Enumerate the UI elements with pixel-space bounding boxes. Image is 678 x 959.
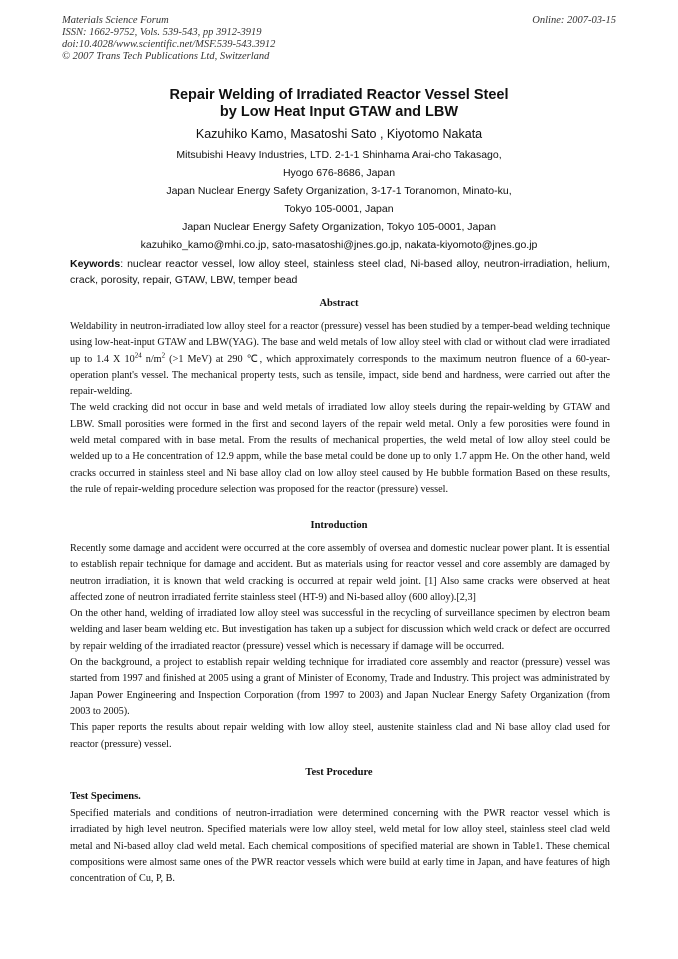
introduction-paragraph-3: On the background, a project to establish repair welding technique for irradiated core assembly and reactor (pressure) vessel was started from 1997 and finished at 2005 using a grant of Minister of Economy, Trade and Industry. This project was administrated by Japan Power Engineering and Inspection Corporation (from 1997 to 2003) and Japan Nuclear Energy Safety Organization (from 2003 to 2005). (70, 657, 610, 717)
abstract-text: (>1 MeV) at 290 ℃, which approximately corresponds to the maximum neutron fluence of a 60-year-operation plant's vessel. The mechanical property tests, such as tensile, impact, side bend and hardness, were carried out after the repair-welding. (70, 353, 611, 398)
test-specimens-subheading: Test Specimens. (70, 791, 141, 802)
abstract-text: Weldability in neutron-irradiated low alloy steel for a reactor (pressure) vessel has been studied by a temper-bead welding technique using low-heat-input GTAW and LBW(YAG). The base and weld metals of low alloy steel with clad or without clad were irradiated up to 1.4 X 10 (70, 321, 610, 365)
author-list: Kazuhiko Kamo, Masatoshi Sato , Kiyotomo Nakata (195, 127, 483, 141)
journal-copyright: © 2007 Trans Tech Publications Ltd, Switzerland (62, 51, 270, 62)
introduction-paragraph-1: Recently some damage and accident were occurred at the core assembly of oversea and domestic nuclear power plant. It is essential to establish repair technique for damage and accident. But as materials using for reactor vessel and core assembly are damaged by neutron irradiation, it is known that weld cracking is occurred at repair weld joint. [1] Also same cracks were observed at heat affected zone of neutron irradiated ferrite stainless steel (HT-9) and Ni-based alloy (600 alloy).[2,3] (70, 543, 610, 603)
test-procedure-body (70, 806, 610, 887)
keywords-label: Keywords (70, 258, 121, 270)
author-emails: kazuhiko_kamo@mhi.co.jp, sato-masatoshi@jnes.go.jp, nakata-kiyomoto@jnes.go.jp (140, 239, 538, 251)
title-line-1: Repair Welding of Irradiated Reactor Vessel Steel (169, 87, 509, 103)
abstract-paragraph-1 (70, 319, 610, 400)
introduction-paragraph-2: On the other hand, welding of irradiated low alloy steel was successful in the recycling of surveillance specimen by electron beam welding and laser beam welding etc. But investigation has taken up a subject for discussion which weld crack or defect are occurred by repair welding of the irradiated reactor (pressure) vessel which is necessary if damage will be occurred. (70, 608, 610, 652)
introduction-body (70, 541, 610, 753)
keywords (70, 256, 610, 288)
abstract-paragraph-2: The weld cracking did not occur in base and weld metals of irradiated low alloy steels during the repair-welding by GTAW and LBW. Small porosities were formed in the first and second layers of the repair weld metal. Only a few porosities were found in weld metal compared with in base metal. From the results of mechanical properties, the weld metal of low alloy steel could be welded up to a He concentration of 12.9 appm, while the base metal could be done up to only 1.7 appm He. On the other hand, weld cracks occurred in stainless steel and Ni base alloy clad on low alloy steel caused by He bubble formation Based on these results, the rule of repair-welding procedure selection was proposed for the reactor (pressure) vessel. (70, 402, 610, 495)
journal-header (62, 15, 275, 63)
affiliation-line: Japan Nuclear Energy Safety Organization, 3-17-1 Toranomon, Minato-ku, (166, 185, 512, 197)
test-procedure-heading: Test Procedure (305, 767, 373, 778)
affiliation-line: Tokyo 105-0001, Japan (284, 203, 394, 215)
journal-doi: doi:10.4028/www.scientific.net/MSF.539-543.3912 (62, 39, 276, 50)
paper-title (0, 87, 678, 121)
affiliation-line: Mitsubishi Heavy Industries, LTD. 2-1-1 Shinhama Arai-cho Takasago, (176, 149, 502, 161)
affiliations (0, 146, 678, 254)
introduction-paragraph-4: This paper reports the results about repair welding with low alloy steel, austenite stainless clad and Ni base alloy clad used for reactor (pressure) vessel. (70, 722, 610, 750)
abstract-text: n/m (141, 353, 162, 365)
test-procedure-paragraph-1: Specified materials and conditions of neutron-irradiation were determined concerning with the PWR reactor vessel which is irradiated by high level neutron. Specified materials were low alloy steel, weld metal for low alloy steel, stainless steel clad weld metal and Ni-based alloy clad weld metal. Each chemical compositions of specified material are shown in Table1. These chemical compositions were almost same ones of the PWR reactor vessels which were build at early time in Japan, and have features of high concentration of Cu, P, B. (70, 808, 610, 885)
affiliation-line: Japan Nuclear Energy Safety Organization, Tokyo 105-0001, Japan (182, 221, 496, 233)
introduction-heading: Introduction (310, 520, 368, 531)
journal-name: Materials Science Forum (62, 15, 169, 26)
online-date: Online: 2007-03-15 (532, 15, 616, 26)
affiliation-line: Hyogo 676-8686, Japan (282, 167, 396, 179)
superscript: 24 (134, 351, 142, 360)
journal-issn: ISSN: 1662-9752, Vols. 539-543, pp 3912-3919 (62, 27, 262, 38)
superscript: 2 (161, 351, 166, 360)
abstract-heading: Abstract (319, 298, 359, 309)
abstract-body (70, 319, 610, 498)
title-line-2: by Low Heat Input GTAW and LBW (219, 104, 459, 120)
keywords-text: : nuclear reactor vessel, low alloy steel, stainless steel clad, Ni-based alloy, neutron-irradiation, helium, crack, porosity, repair, GTAW, LBW, temper bead (70, 258, 610, 286)
